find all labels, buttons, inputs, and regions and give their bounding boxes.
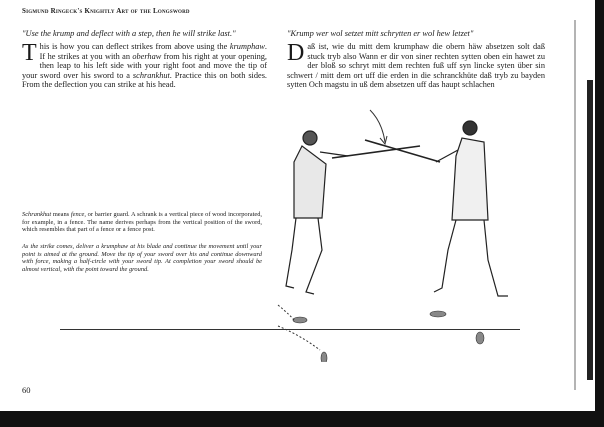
left-paragraph — [22, 42, 267, 89]
left-fencer — [286, 131, 348, 294]
fencers-illustration — [270, 100, 566, 362]
note1-term: Schrankhut — [22, 211, 52, 218]
right-paragraph — [287, 42, 545, 89]
page-edge-shadow — [557, 0, 604, 427]
left-text-3: from his right at your opening, then leap to his left side with your right foot and move the tip of your sword over his sword to a — [22, 51, 267, 80]
left-text-4: . Practice this on both sides. From the deflection you can strike at his head. — [22, 70, 267, 90]
left-caption: "Use the krump and deflect with a step, then he will strike last." — [22, 29, 236, 38]
left-term-oberhaw: oberhaw — [132, 51, 162, 61]
right-column — [287, 29, 545, 89]
footprint-markers — [293, 311, 484, 362]
strike-arrow-icon — [370, 110, 385, 142]
bottom-scan-shadow — [0, 411, 604, 427]
left-term-krumphaw: krumphaw — [229, 42, 265, 52]
left-column — [22, 29, 267, 89]
right-dropcap: D — [287, 40, 305, 67]
step-arrow-icon — [278, 305, 294, 320]
note2-text: As the strike comes, deliver a krumphaw at his blade and continue the movement until your point is aimed at the ground. Move the tip of your sword over his and continue downward with force, making a half-circle with your sword tip. At completion your sword should be almost vertical, with the point toward the ground. — [22, 243, 262, 273]
running-head: Sigmund Ringeck's Knightly Art of the Longsword — [22, 7, 190, 15]
right-fencer — [434, 121, 508, 296]
note1-text-a: means — [51, 211, 71, 218]
page-number: 60 — [22, 385, 31, 395]
right-caption: "Krump wer wol setzet mitt schrytten er wol hew letzet" — [287, 29, 474, 38]
left-text-1: his is how you can deflect strikes from above using the — [39, 42, 230, 52]
note-schrankhut — [22, 211, 262, 234]
left-text-2: . If he strikes at you with an — [39, 42, 267, 61]
right-text: aß ist, wie du mitt dem krumphaw die obern häw absetzen solt daß stuck tryb also Wann er dir von siner rechten sytten oben ein hawet zu der bloß so schryt mitt dem rechten fuß uff syn lincke syten über sin schwert / mitt dem ort uff die erden in die schranckhüte daß tryb zu bayden sytten Och magstu in uß dem absetzen uff das haupt schlachen — [287, 42, 545, 90]
left-term-schrankhut: schrankhut — [132, 70, 170, 80]
note1-term-fence: fence — [70, 211, 85, 218]
note-technique — [22, 243, 262, 273]
right-sword — [365, 140, 440, 162]
floor-line — [60, 329, 520, 330]
note1-text-b: , or barrier guard. A schrank is a vertical piece of wood incorporated, for example, in a fence. The name derives perhaps from the vertical position of the sword, which resembles that part of a fence or a fence post. — [22, 211, 262, 234]
left-dropcap: T — [22, 40, 37, 67]
